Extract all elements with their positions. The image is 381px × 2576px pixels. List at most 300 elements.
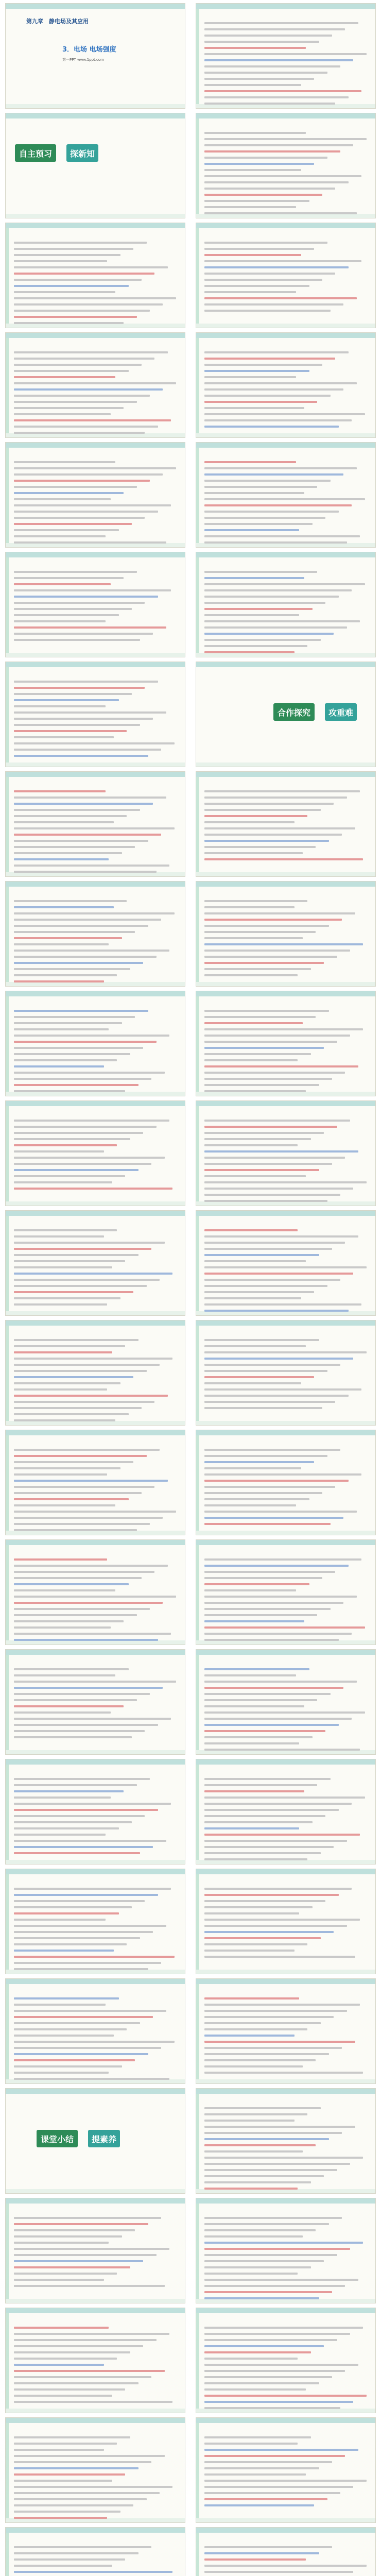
text-line [14,2059,135,2061]
section-label-explore-1: 合作探究 [273,703,315,721]
text-line [14,730,127,732]
text-line [204,858,363,860]
text-line [14,2339,157,2341]
text-line [204,1370,327,1372]
section-label-preview-1: 自主预习 [15,144,56,162]
text-line [14,2546,151,2548]
text-line [204,852,303,854]
text-line [204,407,304,409]
text-line [14,1730,145,1732]
text-line [204,2181,311,2183]
text-line [14,865,169,867]
text-line [14,1900,145,1902]
content-slide [5,771,185,877]
text-line [14,1633,171,1635]
slide-text-lines [14,1339,178,1426]
text-line [204,1084,319,1086]
text-line [14,1846,153,1848]
text-line [14,571,137,573]
text-line [204,1834,360,1836]
text-line [14,2376,151,2378]
text-line [14,852,122,854]
slide-text-lines [14,1120,178,1194]
content-slide [5,1869,185,1974]
text-line [14,2035,114,2037]
text-line [14,815,127,817]
text-line [14,2242,109,2244]
text-line [14,1059,117,1061]
text-line [204,382,357,384]
text-line [14,1894,158,1896]
text-line [204,84,301,86]
content-slide [5,552,185,657]
text-line [14,1486,154,1488]
text-line [14,1687,163,1689]
content-slide [196,332,376,438]
text-line [14,1498,129,1500]
text-line [14,1827,119,1829]
text-line [204,2473,306,2476]
text-line [14,291,115,293]
text-line [204,2401,353,2403]
content-slide [196,442,376,548]
text-line [14,1181,112,1183]
text-line [14,358,154,360]
text-line [14,596,158,598]
text-line [204,2016,334,2018]
text-line [14,285,129,287]
text-line [14,1639,158,1641]
text-line [14,2565,112,2567]
right-column [190,0,381,2576]
text-line [204,1303,361,1306]
text-line [14,407,124,409]
text-line [14,2461,151,2463]
left-column [0,0,190,2576]
text-line [14,1968,148,1970]
text-line [204,2004,360,2006]
text-line [14,382,176,384]
text-line [204,358,335,360]
text-line [14,2266,130,2268]
text-line [14,517,145,519]
text-line [204,1266,367,1268]
text-line [204,1943,307,1945]
text-line [14,931,135,933]
text-line [204,2339,337,2341]
content-slide [196,223,376,328]
text-line [204,2022,321,2024]
text-line [204,589,352,591]
content-slide [5,2417,185,2523]
slide-text-lines [204,1558,368,1645]
text-line [204,132,306,134]
text-line [204,175,361,177]
text-line [204,1235,358,1238]
slide-text-lines [14,1558,178,1645]
text-line [204,1395,349,1397]
text-line [14,2504,133,2506]
text-line [14,1834,106,1836]
text-line [14,827,175,829]
text-line [14,1419,115,1421]
text-line [204,803,334,805]
text-line [14,1242,165,1244]
text-line [204,1242,345,1244]
content-slide [5,1430,185,1535]
text-line [14,413,111,415]
text-line [204,1388,361,1391]
text-line [14,2511,120,2513]
slide-text-lines [14,900,178,987]
content-slide [5,332,185,438]
text-line [204,937,303,939]
text-line [14,1339,138,1341]
text-line [204,1925,347,1927]
text-line [14,2053,148,2055]
text-line [14,1565,168,1567]
text-line [14,266,168,268]
text-line [14,608,132,610]
text-line [204,1784,317,1786]
text-line [14,2285,165,2287]
text-line [204,2144,316,2146]
content-slide [196,2527,376,2576]
text-line [14,1956,175,1958]
text-line [14,395,150,397]
text-line [204,523,313,525]
text-line [204,2126,355,2128]
content-slide [196,3,376,109]
text-line [204,1260,306,1262]
text-line [14,2552,138,2554]
text-line [204,364,322,366]
text-line [14,1078,151,1080]
text-line [204,370,309,372]
text-line [204,2436,311,2438]
text-line [14,1803,171,1805]
text-line [14,2558,125,2561]
text-line [204,2285,345,2287]
text-line [204,467,357,469]
text-line [204,974,298,976]
text-line [204,1163,332,1165]
text-line [14,699,119,701]
text-line [204,2382,319,2384]
text-line [14,589,171,591]
text-line [14,467,176,469]
slide-text-lines [204,242,368,316]
text-line [204,931,316,933]
text-line [204,103,335,105]
text-line [204,2480,367,2482]
text-line [204,1956,355,1958]
text-line [204,1376,314,1378]
text-line [204,602,325,604]
text-line [204,906,295,908]
text-line [204,1248,332,1250]
text-line [14,583,111,585]
text-line [204,962,324,964]
text-line [204,968,311,970]
slide-text-lines [204,2546,368,2576]
text-line [14,1395,168,1397]
text-line [14,1175,125,1177]
text-line [14,1931,153,1933]
content-slide [5,1100,185,1206]
text-line [204,2395,367,2397]
text-line [14,2455,165,2457]
text-line [14,1943,127,1945]
text-line [14,602,145,604]
slide-text-lines [204,1229,368,1316]
text-line [204,2188,298,2190]
text-line [204,1736,313,1738]
text-line [204,1279,340,1281]
text-line [204,59,353,61]
text-line [14,705,106,707]
text-line [14,1132,143,1134]
text-line [204,1626,365,1629]
text-line [204,2041,355,2043]
text-line [204,2504,314,2506]
content-slide [196,991,376,1096]
text-line [14,1388,107,1391]
text-line [14,736,114,738]
text-line [204,2546,332,2548]
text-line [14,242,147,244]
text-line [204,498,365,500]
slide-text-lines [204,351,368,432]
text-line [204,1633,352,1635]
text-line [204,620,360,622]
text-line [204,2138,329,2140]
text-line [204,2345,324,2347]
text-line [14,1028,109,1030]
text-line [14,1401,154,1403]
text-line [204,900,307,902]
text-line [14,620,106,622]
text-line [14,401,137,403]
text-line [204,645,307,647]
text-line [204,1181,367,1183]
content-slide [196,1869,376,1974]
slide-text-lines [204,900,368,980]
text-line [204,1358,353,1360]
text-line [204,2260,324,2262]
text-line [204,1273,353,1275]
text-line [204,486,317,488]
text-line [204,846,316,848]
slide-text-lines [204,22,368,109]
text-line [204,639,321,641]
content-slide [5,2308,185,2413]
text-line [14,724,140,726]
text-line [204,35,332,37]
text-line [14,1407,142,1409]
text-line [204,1407,322,1409]
text-line [204,279,322,281]
text-line [14,2078,169,2080]
text-line [14,577,124,579]
text-line [204,1059,298,1061]
text-line [204,517,325,519]
text-line [204,90,361,92]
text-line [204,1022,303,1024]
text-line [14,2351,130,2353]
text-line [204,1041,337,1043]
content-slide [196,2198,376,2303]
text-line [204,504,352,506]
text-line [14,2382,138,2384]
text-line [204,41,319,43]
text-line [14,980,104,982]
text-line [14,1626,111,1629]
text-line [14,2041,175,2043]
text-line [14,2279,104,2281]
text-line [14,1163,151,1165]
site-url: 第一PPT www.1ppt.com [62,58,104,62]
text-line [204,163,314,165]
text-line [14,1188,172,1190]
text-line [14,1724,158,1726]
text-line [204,1047,324,1049]
text-line [204,413,365,415]
text-line [14,1558,107,1561]
text-line [204,1558,361,1561]
text-line [204,2291,332,2293]
text-line [204,1053,311,1055]
slide-text-lines [204,1668,368,1755]
text-line [204,633,334,635]
text-line [14,523,132,525]
text-line [204,790,360,792]
text-line [14,1072,165,1074]
text-line [204,1291,314,1293]
text-line [204,388,343,391]
text-line [204,1888,352,1890]
text-line [14,1821,132,1823]
text-line [204,1639,339,1641]
section-slide-practice [5,2088,185,2194]
text-line [204,919,342,921]
text-line [14,1022,122,1024]
text-line [204,1937,321,1939]
text-line [14,1291,133,1293]
text-line [204,1504,296,1506]
content-slide [196,2308,376,2413]
text-line [14,1144,117,1146]
text-line [14,1784,137,1786]
text-line [14,1120,169,1122]
text-line [14,2443,117,2445]
text-line [14,2229,135,2231]
text-line [14,2401,172,2403]
text-line [204,376,296,378]
text-line [14,2486,172,2488]
text-line [204,956,337,958]
text-line [14,1285,147,1287]
text-line [204,1571,335,1573]
text-line [204,1345,306,1347]
text-line [204,1467,301,1469]
text-line [14,1517,163,1519]
text-line [204,1614,317,1616]
text-line [204,535,360,537]
slide-text-lines [204,2217,368,2303]
text-line [14,2028,127,2030]
text-line [204,2035,295,2037]
text-line [204,2107,321,2109]
text-line [14,1455,147,1457]
text-line [204,1668,309,1670]
text-line [14,2333,169,2335]
text-line [14,2467,138,2469]
text-line [204,2297,319,2299]
text-line [14,1681,176,1683]
text-line [14,1065,104,1067]
text-line [14,351,168,353]
text-line [14,846,135,848]
text-line [14,626,166,629]
slide-text-lines [14,1997,178,2084]
slide-text-lines [14,242,178,328]
text-line [14,2388,125,2391]
text-line [204,1126,337,1128]
text-line [204,2486,353,2488]
text-line [204,2467,319,2469]
slide-text-lines [204,132,368,218]
text-line [204,285,309,287]
content-slide [196,552,376,657]
text-line [204,1742,299,1744]
text-line [14,376,115,378]
text-line [204,1364,340,1366]
text-line [204,1803,352,1805]
content-slide [5,1210,185,1316]
text-line [204,1912,299,1914]
text-line [204,1010,329,1012]
section-label-explore-2: 攻重难 [325,703,357,721]
text-line [204,138,367,140]
text-line [204,212,357,214]
text-line [14,1041,157,1043]
text-line [14,2364,104,2366]
text-line [14,639,140,641]
content-slide [5,1759,185,1865]
text-line [14,480,150,482]
text-line [204,1919,360,1921]
text-line [204,1401,335,1403]
text-line [204,1016,316,1018]
text-line [14,943,109,945]
text-line [204,1157,345,1159]
text-line [14,1511,176,1513]
content-slide [196,1649,376,1755]
text-line [204,188,335,190]
text-line [204,266,349,268]
content-slide [196,1430,376,1535]
text-line [204,608,313,610]
text-line [204,1072,345,1074]
text-line [14,535,106,537]
slide-text-lines [14,1229,178,1310]
text-line [204,1297,301,1299]
text-line [204,1608,331,1610]
text-line [204,1809,339,1811]
text-line [14,1413,129,1415]
text-line [204,1492,322,1494]
